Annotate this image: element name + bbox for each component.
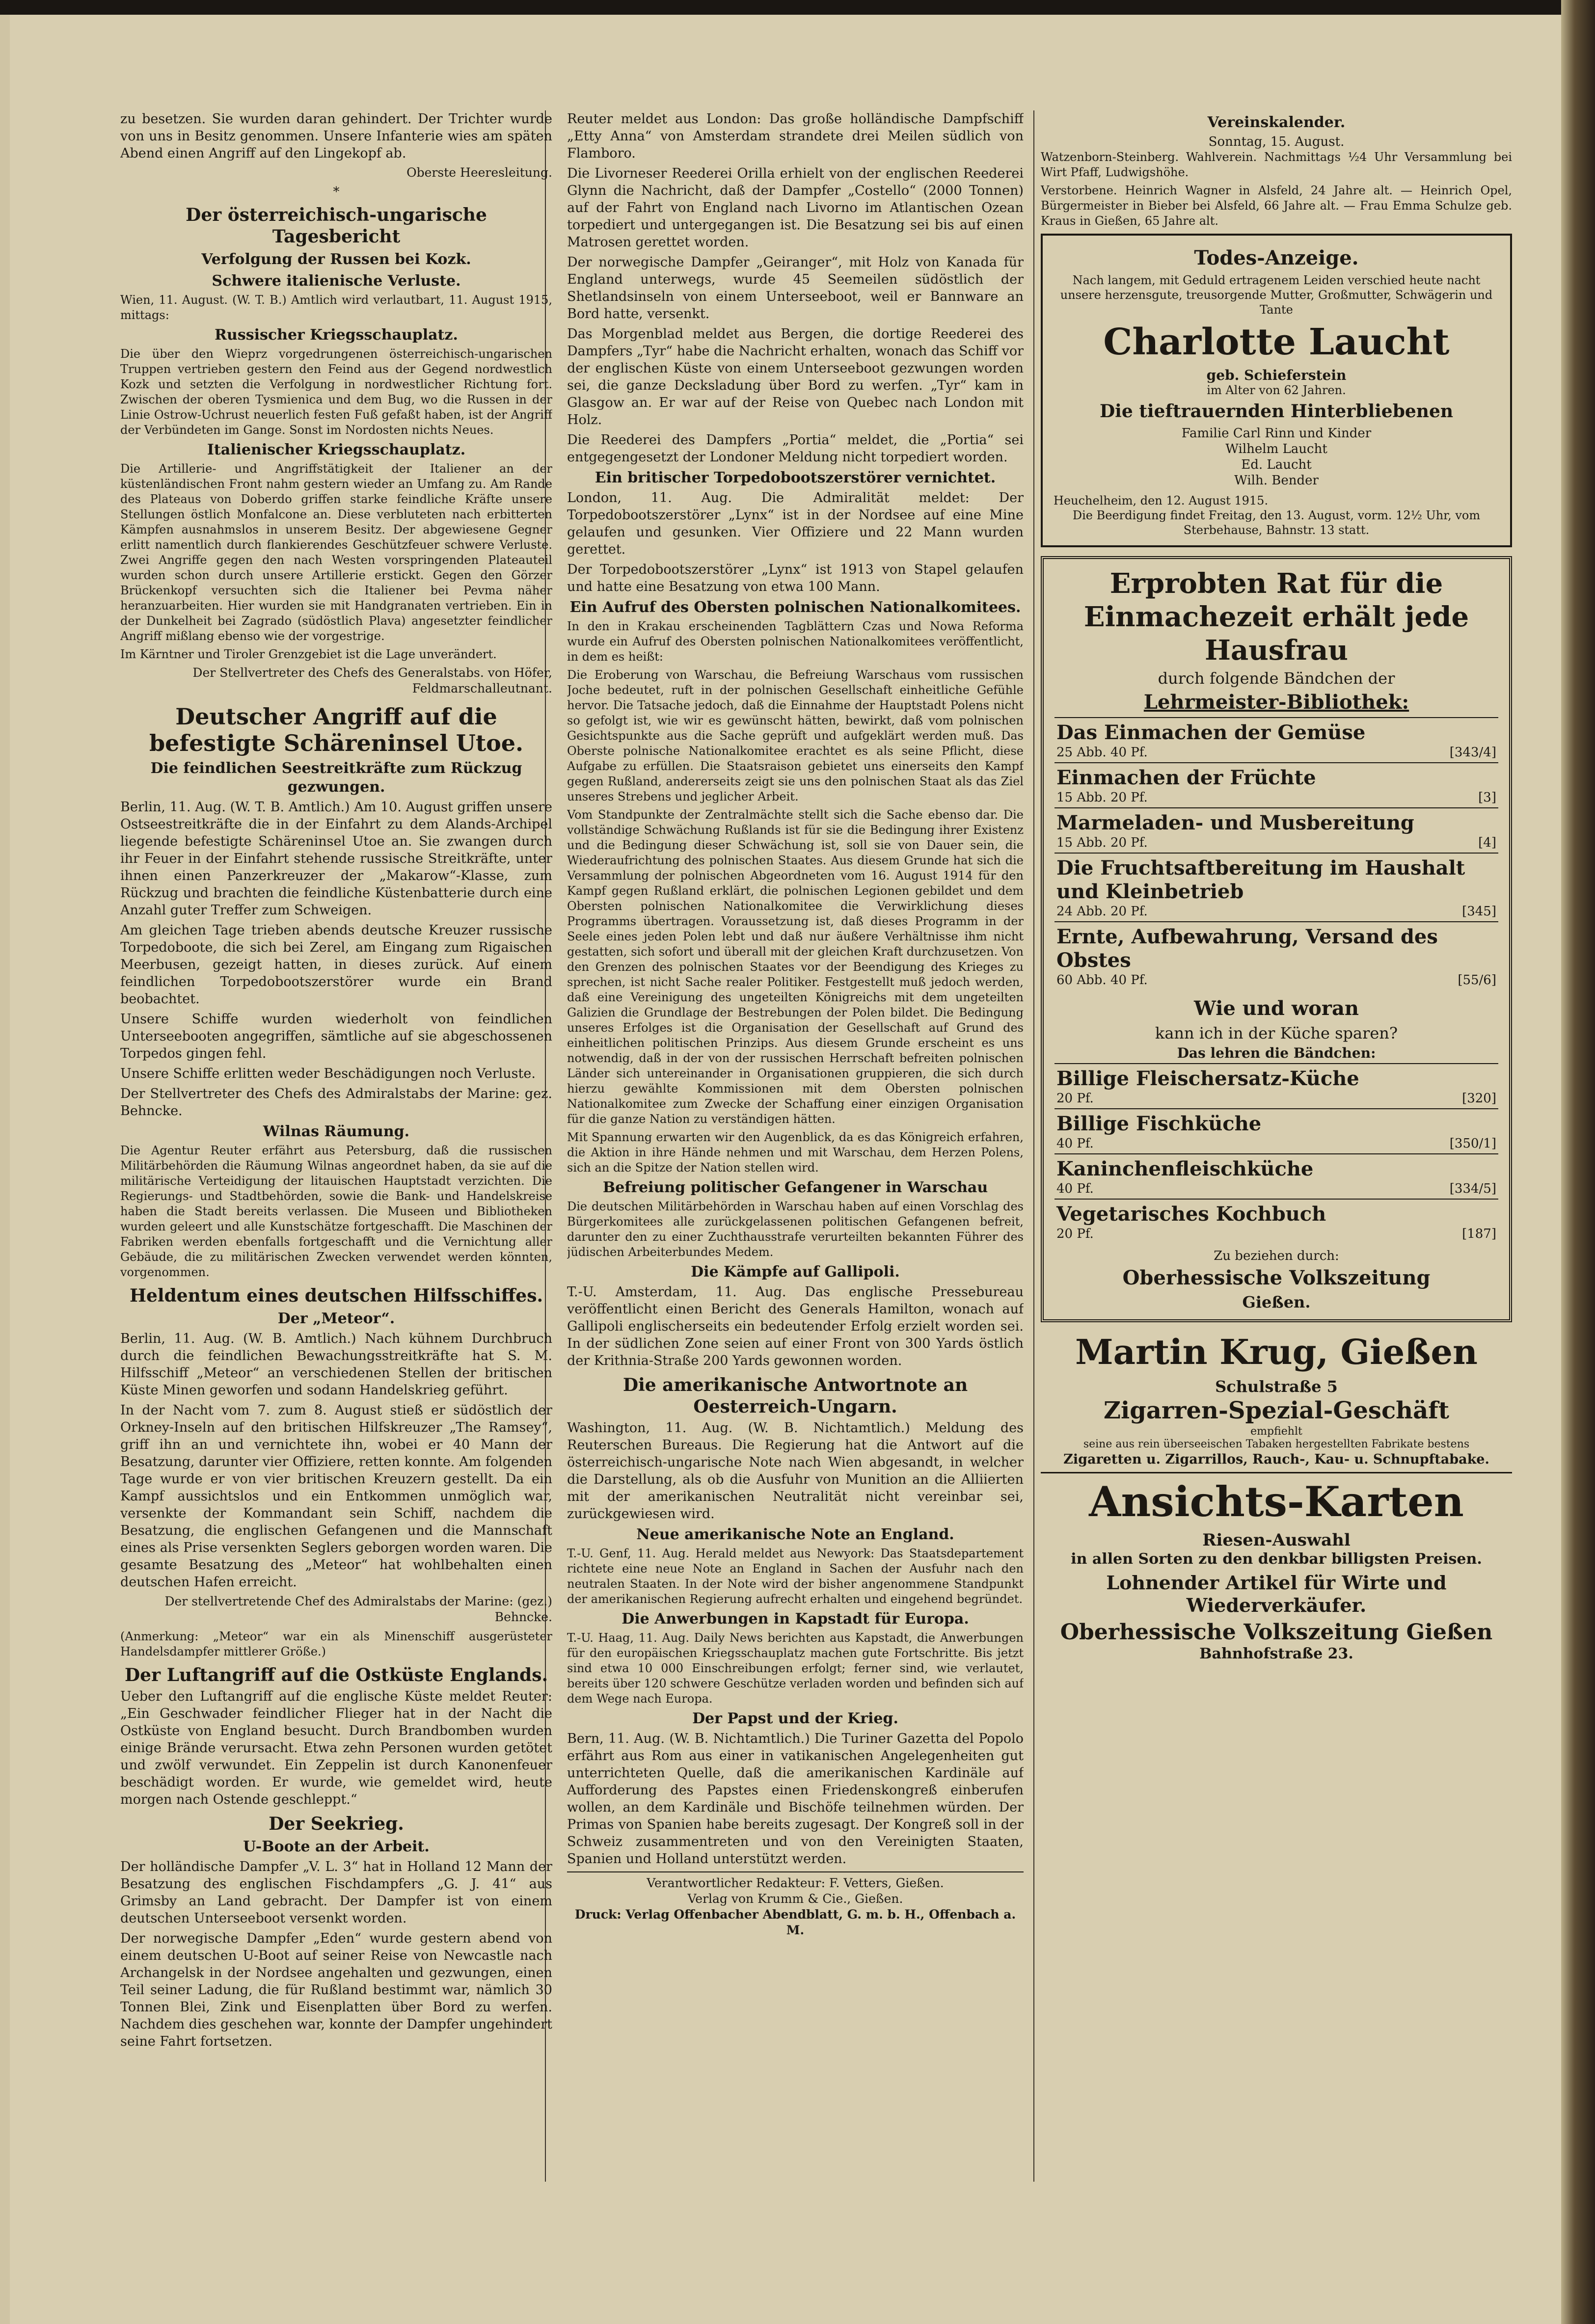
article-title: Wilnas Räumung. (263, 1123, 410, 1140)
tobacco-ad-address: Schulstraße 5 (1215, 1377, 1338, 1396)
book-entry (1054, 853, 1498, 921)
paragraph: Berlin, 11. Aug. (W. B. Amtlich.) Nach kühnem Durchbruch durch die feindlichen Bewachungsstreitkräfte hat S. M. Hilfsschiff „Meteor“ an verschiedenen Stellen der britischen Küste Minen geworfen und sodann Handelskrieg geführt. (120, 1331, 552, 1398)
book-details: 60 Abb. 40 Pf. (1056, 973, 1148, 988)
paragraph: T.-U. Amsterdam, 11. Aug. Das englische Pressebureau veröffentlicht einen Bericht des Generals Hamilton, wonach auf Gallipoli englischerseits ein bedeutender Erfolg erzielt worden sei. In der südlichen Zone seien auf einer Front von 300 Yards östlich der Krithnia-Straße 200 Yards gewonnen worden. (567, 1284, 1024, 1368)
book-details: 24 Abb. 20 Pf. (1056, 904, 1148, 919)
death-notice-ad (1041, 234, 1512, 547)
paragraph: Berlin, 11. Aug. (W. T. B. Amtlich.) Am 10. August griffen unsere Ostseestreitkräfte die in der Einfahrt zu dem Alands-Archipel liegende befestigte Schäreninsel Utoe an. Sie zwangen durch ihr Feuer in der Einfahrt stehende russische Streitkräfte, unter ihnen einen Panzerkreuzer der „Makarow“-Klasse, zum Rückzug und brachten die feindliche Küstenbatterie durch eine Anzahl guter Treffer zum Schweigen. (120, 800, 552, 918)
book-title: Die Fruchtsaftbereitung im Haushalt und Kleinbetrieb (1056, 856, 1465, 903)
mourner: Wilh. Bender (1234, 473, 1319, 488)
postcard-ad-line: in allen Sorten zu den denkbar billigsten Preisen. (1071, 1550, 1482, 1568)
death-notice-text: Nach langem, mit Geduld ertragenem Leiden verschied heute nacht unsere herzensgute, treusorgende Mutter, Großmutter, Schwägerin und Tante (1060, 273, 1493, 317)
column-3 (1041, 110, 1512, 2221)
article-title: Ein Aufruf des Obersten polnischen Nationalkomitees. (569, 599, 1021, 616)
book-ad-subtitle: durch folgende Bändchen der (1158, 669, 1395, 688)
article-subtitle: Der „Meteor“. (277, 1310, 395, 1327)
signature: Der Stellvertreter des Chefs des Generalstabs. von Höfer, Feldmarschalleutnant. (192, 666, 552, 695)
deceased-name: Charlotte Laucht (1103, 321, 1450, 363)
paragraph: Washington, 11. Aug. (W. B. Nichtamtlich.) Meldung des Reuterschen Bureaus. Die Regierung hat die Antwort auf die österreichisch-ungarische Note nach Wien abgesandt, in welcher die Darstellung, als ob die Ausfuhr von Munition an die Alliierten mit der amerikanischen Neutralität nicht vereinbar sei, zurückgewiesen wird. (567, 1420, 1024, 1522)
book-number: [350/1] (1449, 1136, 1496, 1151)
book-entry (1054, 1108, 1498, 1153)
deceased-maiden-name: geb. Schieferstein (1206, 367, 1347, 383)
paragraph: Wien, 11. August. (W. T. B.) Amtlich wird verlautbart, 11. August 1915, mittags: (120, 293, 552, 322)
tobacco-ad-products: Zigaretten u. Zigarrillos, Rauch-, Kau- u. Schnupftabake. (1063, 1452, 1489, 1467)
paragraph: Reuter meldet aus London: Das große holländische Dampfschiff „Etty Anna“ von Amsterdam strandete drei Meilen südlich von Flamboro. (567, 111, 1024, 161)
paragraph: Am gleichen Tage trieben abends deutsche Kreuzer russische Torpedoboote, die sich bei Zerel, am Eingang zum Rigaischen Meerbusen, gezeigt hatten, in dieses zurück. Auf einem feindlichen Torpedobootszerstörer wurde ein Brand beobachtet. (120, 923, 552, 1007)
column-rule (1033, 110, 1034, 2182)
tobacco-ad-name: Martin Krug, Gießen (1075, 1332, 1478, 1372)
book-entry (1054, 762, 1498, 807)
article-subtitle: Schwere italienische Verluste. (212, 272, 461, 290)
paragraph: Die über den Wieprz vorgedrungenen österreichisch-ungarischen Truppen vertrieben gestern den Feind aus der Gegend nordwestlich Kozk und setzten die Verfolgung in nordwestlicher Richtung fort. Zwischen der oberen Tysmienica und dem Bug, wo die Russen in der Linie Ostrow-Uchrust neuerlich festen Fuß gefaßt haben, ist der Angriff der Verbündeten im Gange. Sonst im Nordosten nichts Neues. (120, 347, 552, 437)
tobacco-ad-empfiehlt: empfiehlt (1250, 1425, 1302, 1438)
mourner: Familie Carl Rinn und Kinder (1181, 426, 1372, 441)
article-title: Die Anwerbungen in Kapstadt für Europa. (622, 1610, 969, 1628)
paragraph: Der norwegische Dampfer „Geiranger“, mit Holz von Kanada für England unterwegs, wurde 45 Seemeilen südöstlich der Shetlandsinseln von einem Unterseeboot, weil er Bannware an Bord hatte, versenkt. (567, 255, 1024, 321)
paragraph: Unsere Schiffe wurden wiederholt von feindlichen Unterseebooten angegriffen, sämtliche auf sie abgeschossenen Torpedos gingen fehl. (120, 1012, 552, 1061)
article-title: Der Luftangriff auf die Ostküste Englands. (124, 1665, 548, 1685)
book-details: 40 Pf. (1056, 1136, 1094, 1151)
article-title: Der Seekrieg. (269, 1814, 404, 1834)
imprint-editor: Verantwortlicher Redakteur: F. Vetters, Gießen. (647, 1876, 944, 1890)
mourner: Ed. Laucht (1241, 457, 1312, 472)
book-title: Ernte, Aufbewahrung, Versand des Obstes (1056, 925, 1438, 972)
section-heading: Italienischer Kriegsschauplatz. (207, 441, 466, 458)
scan-top-edge (0, 0, 1595, 15)
supplier-label: Zu beziehen durch: (1214, 1249, 1339, 1263)
book-title: Vegetarisches Kochbuch (1056, 1202, 1326, 1226)
book-ad (1041, 556, 1512, 1322)
intro-paragraph: zu besetzen. Sie wurden daran gehindert. Der Trichter wurde von uns in Besitz genommen. Unsere Infanterie wies am späten Abend einen Angriff auf den Lingekopf ab. (120, 111, 552, 161)
paragraph: T.-U. Haag, 11. Aug. Daily News berichten aus Kapstadt, die Anwerbungen für den europäischen Kriegsschauplatz machen gute Fortschritte. Bis jetzt sind etwa 10 000 Einschreibungen erfolgt; ferner sind, wie verlautet, bereits über 120 schwere Geschütze verladen worden und befinden sich auf dem Wege nach Europa. (567, 1631, 1024, 1706)
separator-star: * (333, 185, 340, 199)
article-title: Der Papst und der Krieg. (692, 1710, 898, 1727)
article-subtitle: U-Boote an der Arbeit. (243, 1838, 430, 1855)
paragraph: Die deutschen Militärbehörden in Warschau haben auf einen Vorschlag des Bürgerkomitees alle zurückgelassenen politischen Gefangenen befreit, darunter den zu einer Zuchthausstrafe verurteilten bekannten Führer des jüdischen Arbeiterbundes Medem. (567, 1200, 1024, 1259)
book-number: [187] (1462, 1227, 1496, 1241)
imprint (567, 1871, 1024, 1938)
paragraph: In der Nacht vom 7. zum 8. August stieß er südöstlich der Orkney-Inseln auf den britischen Hilfskreuzer „The Ramsey“, griff ihn an und vernichtete ihn, wobei er 40 Mann der Besatzung, darunter vier Offiziere, retten konnte. Am folgenden Tage wurde er von vier britischen Kreuzern gestellt. Da ein Kampf aussichtslos und ein Entkommen unmöglich war, versenkte der Kommandant sein Schiff, nachdem die Besatzung, die englischen Gefangenen und die Mannschaft eines als Prise versenkten Seglers geborgen worden waren. Die gesamte Besatzung des „Meteor“ hat wohlbehalten einen deutschen Hafen erreicht. (120, 1403, 552, 1590)
book-entry (1054, 1199, 1498, 1244)
tobacco-ad-text: seine aus rein überseeischen Tabaken hergestellten Fabrikate bestens (1083, 1438, 1470, 1450)
book-details: 15 Abb. 20 Pf. (1056, 790, 1148, 805)
woran-subtitle: kann ich in der Küche sparen? (1155, 1024, 1398, 1042)
article-title: Die Kämpfe auf Gallipoli. (691, 1263, 900, 1281)
book-entry (1054, 717, 1498, 762)
article-title: Befreiung politischer Gefangener in Warschau (602, 1179, 988, 1196)
book-title: Billige Fischküche (1056, 1112, 1262, 1135)
deaths-notice: Verstorbene. Heinrich Wagner in Alsfeld, 24 Jahre alt. — Heinrich Opel, Bürgermeister in Bieber bei Alsfeld, 66 Jahre alt. — Frau Emma Schulze geb. Kraus in Gießen, 65 Jahre alt. (1041, 184, 1512, 228)
postcard-ad-title: Ansichts-Karten (1089, 1477, 1464, 1526)
paragraph: Bern, 11. Aug. (W. B. Nichtamtlich.) Die Turiner Gazetta del Popolo erfährt aus Rom aus einer in vatikanischen Angelegenheiten gut unterrichteten Quelle, daß die amerikanischen Kardinäle auf Aufforderung des Papstes einen Friedenskongreß einberufen wollen, an dem Kardinäle und Bischöfe teilnehmen würden. Der Primas von Spanien habe bereits zugesagt. Der Kongreß soll in der Schweiz zusammentreten und von den Vereinigten Staaten, Spanien und Holland unterstützt werden. (567, 1731, 1024, 1867)
book-list (1054, 1063, 1498, 1244)
supplier-name: Oberhessische Volkszeitung (1122, 1266, 1431, 1289)
article-title: Neue amerikanische Note an England. (636, 1526, 954, 1543)
article-title: Der österreichisch-ungarische Tagesbericht (186, 205, 487, 247)
book-details: 40 Pf. (1056, 1181, 1094, 1196)
paragraph: Der Stellvertreter des Chefs des Admiralstabs der Marine: gez. Behncke. (120, 1086, 552, 1119)
death-notice-place: Heuchelheim, den 12. August 1915. (1054, 494, 1269, 508)
paragraph: Der holländische Dampfer „V. L. 3“ hat in Holland 12 Mann der Besatzung des englischen Fischdampfers „G. J. 41“ aus Grimsby an Land gebracht. Der Dampfer ist von einem deutschen Unterseeboot versenkt worden. (120, 1859, 552, 1926)
postcard-ad-line: Riesen-Auswahl (1202, 1530, 1351, 1550)
book-details: 20 Pf. (1056, 1091, 1094, 1106)
calendar-title: Vereinskalender. (1207, 114, 1346, 131)
book-spine (1561, 0, 1595, 2324)
book-number: [3] (1478, 790, 1496, 805)
signature: Der stellvertretende Chef des Admiralstabs der Marine: (gez.) Behncke. (164, 1594, 552, 1624)
paragraph: Der Torpedobootszerstörer „Lynx“ ist 1913 von Stapel gelaufen und hatte eine Besatzung von etwa 100 Mann. (567, 562, 1024, 594)
book-list (1054, 717, 1498, 990)
intro-signature: Oberste Heeresleitung. (406, 165, 552, 180)
column-1 (120, 110, 552, 2221)
paragraph: Ueber den Luftangriff auf die englische Küste meldet Reuter: „Ein Geschwader feindlicher Flieger hat in der Nacht die Ostküste von England besucht. Durch Brandbomben wurden einige Brände verursacht. Etwa zehn Personen wurden getötet und zwölf verwundet. Ein Zeppelin ist durch Kanonenfeuer beschädigt worden. Er wurde, wie gemeldet wird, heute morgen nach Ostende geschleppt.“ (120, 1689, 552, 1807)
funeral-info: Die Beerdigung findet Freitag, den 13. August, vorm. 12½ Uhr, vom Sterbehause, Bahnstr. 13 statt. (1072, 508, 1481, 537)
book-title: Billige Fleischersatz-Küche (1056, 1067, 1359, 1090)
paragraph: Die Livorneser Reederei Orilla erhielt von der englischen Reederei Glynn die Nachricht, daß der Dampfer „Costello“ (2000 Tonnen) auf der Fahrt von England nach Livorno im Atlantischen Ozean torpediert und untergegangen ist. Die Besatzung sei bis auf einen Matrosen gerettet worden. (567, 166, 1024, 250)
section-heading: Russischer Kriegsschauplatz. (215, 326, 458, 344)
paragraph: Die Eroberung von Warschau, die Befreiung Warschaus vom russischen Joche bedeutet, ruft in der polnischen Gesellschaft einheitliche Gefühle hervor. Die Tatsache jedoch, daß die Einnahme der Hauptstadt Polens nicht so gefolgt ist, wie wir es gewünscht hätten, bewirkt, daß vom polnischen Gesichtspunkte aus die Sache geprüft und aufgeklärt werden muß. Das Oberste polnische Nationalkomitee erachtet es als seine Pflicht, diese Aufgabe zu erfüllen. Die Staatsraison gebietet uns einerseits den Kampf gegen Rußland, andererseits zeigt sie uns den polnischen Staat als das Ziel unseres Strebens und jeglicher Arbeit. (567, 668, 1024, 803)
book-number: [320] (1462, 1091, 1496, 1106)
book-details: 25 Abb. 40 Pf. (1056, 745, 1148, 760)
article-title: Deutscher Angriff auf die befestigte Schäreninsel Utoe. (149, 703, 524, 756)
book-entry (1054, 807, 1498, 853)
paragraph: Der norwegische Dampfer „Eden“ wurde gestern abend von einem deutschen U-Boot auf seiner Reise von Newcastle nach Archangelsk in der Nordsee angehalten und gezwungen, einen Teil seiner Ladung, die für Rußland bestimmt war, nämlich 30 Tonnen Blei, Zink und Eisenplatten über Bord zu werfen. Nachdem dies geschehen war, konnte der Dampfer ungehindert seine Fahrt fortsetzen. (120, 1931, 552, 2049)
newspaper-page (10, 0, 1561, 2324)
book-number: [345] (1462, 904, 1496, 919)
imprint-publisher: Verlag von Krumm & Cie., Gießen. (687, 1892, 903, 1906)
imprint-printer: Druck: Verlag Offenbacher Abendblatt, G. m. b. H., Offenbach a. M. (574, 1907, 1016, 1937)
library-name: Lehrmeister-Bibliothek: (1143, 691, 1409, 714)
article-subtitle: Die feindlichen Seestreitkräfte zum Rückzug gezwungen. (150, 760, 522, 796)
book-entry (1054, 1153, 1498, 1199)
paragraph: T.-U. Genf, 11. Aug. Herald meldet aus Newyork: Das Staatsdepartement richtete eine neue Note an England in Sachen der Ausfuhr nach den neutralen Staaten. In der Note wird der bisher angenommene Standpunkt der amerikanischen Regierung aufrecht erhalten und eingehend begründet. (567, 1547, 1024, 1606)
book-entry (1054, 1063, 1498, 1108)
paragraph: Mit Spannung erwarten wir den Augenblick, da es das Königreich erfahren, die Aktion in ihre Hände nehmen und mit Warschau, dem Herzen Polens, sich an die Spitze der Nation stellen wird. (567, 1130, 1024, 1175)
article-title: Ein britischer Torpedobootszerstörer vernichtet. (595, 469, 996, 486)
paragraph: Unsere Schiffe erlitten weder Beschädigungen noch Verluste. (120, 1066, 536, 1081)
article-title: Heldentum eines deutschen Hilfsschiffes. (130, 1285, 543, 1306)
book-ad-title: Erprobten Rat für die Einmachezeit erhält jede Hausfrau (1083, 567, 1469, 667)
postcard-ad-line: Bahnhofstraße 23. (1199, 1645, 1353, 1662)
deceased-age: im Alter von 62 Jahren. (1207, 383, 1346, 397)
paragraph: London, 11. Aug. Die Admiralität meldet: Der Torpedobootszerstörer „Lynx“ ist in der Nordsee auf eine Mine gelaufen und gesunken. Vier Offiziere und 22 Mann wurden gerettet. (567, 490, 1024, 557)
note: (Anmerkung: „Meteor“ war ein als Minenschiff ausgerüsteter Handelsdampfer mittlerer Größe.) (120, 1629, 552, 1658)
mourner: Wilhelm Laucht (1225, 442, 1327, 456)
column-2 (567, 110, 1024, 2221)
paragraph: In den in Krakau erscheinenden Tagblättern Czas und Nowa Reforma wurde ein Aufruf des Obersten polnischen Nationalkomitees veröffentlicht, in dem es heißt: (567, 619, 1024, 664)
paragraph: Im Kärntner und Tiroler Grenzgebiet ist die Lage unverändert. (120, 647, 497, 661)
postcard-ad (1041, 1472, 1512, 1662)
paragraph: Die Artillerie- und Angriffstätigkeit der Italiener an der küstenländischen Front nahm gestern wieder an Umfang zu. Am Rande des Plateaus von Doberdo griffen starke feindliche Kräfte unsere Stellungen östlich Monfalcone an. Diese verbluteten nach erbitterten Kämpfen ausnahmslos in unserem Besitz. Der abgewiesene Gegner erlitt namentlich durch flankierendes Geschützfeuer schwere Verluste. Zwei Angriffe gegen den nach Westen vorspringenden Plateauteil wurden schon durch unsere Artillerie erstickt. Gegen den Görzer Brückenkopf versuchten sich die Italiener bei Pevma näher heranzuarbeiten. Hier wurden sie mit Handgranaten vertrieben. Ein in der Dunkelheit bei Zagrado (südöstlich Plava) angesetzter feindlicher Angriff mißlang ebenso wie der vorgestrige. (120, 462, 552, 643)
book-number: [334/5] (1449, 1181, 1496, 1196)
calendar-entry: Watzenborn-Steinberg. Wahlverein. Nachmittags ½4 Uhr Versammlung bei Wirt Pfaff, Ludwigshöhe. (1041, 150, 1512, 179)
book-details: 20 Pf. (1056, 1227, 1094, 1241)
book-entry (1054, 921, 1498, 990)
book-number: [4] (1478, 835, 1496, 850)
postcard-ad-line: Oberhessische Volkszeitung Gießen (1060, 1620, 1493, 1645)
supplier-city: Gießen. (1242, 1293, 1311, 1311)
article-title: Die amerikanische Antwortnote an Oesterreich-Ungarn. (622, 1375, 968, 1417)
paragraph: Vom Standpunkte der Zentralmächte stellt sich die Sache ebenso dar. Die vollständige Schwächung Rußlands ist für sie die Bedingung ihrer Existenz und die Bedingung dieser Schwächung ist, soll sie von Dauer sein, die Wiederaufrichtung des polnischen Staates. Aus diesem Grunde hat sich die Versammlung der polnischen Abgeordneten vom 16. August 1914 für den Kampf gegen Rußland erklärt, die polnischen Legionen gebildet und dem Obersten polnischen Nationalkomitee die Verwirklichung dieses Programms übertragen. Voraussetzung ist, daß dieses Programm in der Seele eines jeden Polen lebt und daß nur äußere Verhältnisse ihm nicht gestatten, sich sofort und überall mit der gleichen Kraft durchzusetzen. Von den Grenzen des polnischen Staates vor der Beendigung des Krieges zu sprechen, ist nicht Sache realer Politiker. Festgestellt muß jedoch werden, daß eine Vereinigung des ungeteilten Königreichs mit dem ungeteilten Galizien die Grundlage der Bestrebungen der Polen bildet. Die Bedingung unseres Erfolges ist die Organisation der Gesellschaft auf Grund des einheitlichen politischen Prinzips. Aus diesem Grunde erscheint es uns notwendig, daß in der von der russischen Herrschaft befreiten polnischen Länder sich untereinander in Organisationen gruppieren, die sich durch hierzu gewählte Kommissionen mit dem Obersten polnischen Nationalkomitee zum Zwecke der Schaffung einer einzigen Organisation für die ganze Nation zu verständigen hätten. (567, 808, 1024, 1126)
postcard-ad-line: Lohnender Artikel für Wirte und Wiederverkäufer. (1106, 1572, 1447, 1616)
book-title: Marmeladen- und Musbereitung (1056, 811, 1414, 834)
paragraph: Die Reederei des Dampfers „Portia“ meldet, die „Portia“ sei entgegengesetzt der Londoner Meldung nicht torpediert worden. (567, 432, 1024, 465)
paragraph: Die Agentur Reuter erfährt aus Petersburg, daß die russischen Militärbehörden die Räumung Wilnas angeordnet haben, da sie auf die militärische Verteidigung der litauischen Hauptstadt verzichten. Die Regierungs- und Stadtbehörden, sowie die Bank- und Handelskreise haben die Stadt bereits verlassen. Die Museen und Bibliotheken wurden geleert und alle Kunstschätze fortgeschafft. Die Maschinen der Fabriken werden ebenfalls fortgeschafft und die Vernichtung aller Gebäude, die zu militärischen Zwecken verwendet werden könnten, vorgenommen. (120, 1144, 552, 1279)
calendar-date: Sonntag, 15. August. (1208, 134, 1345, 149)
article-subtitle: Verfolgung der Russen bei Kozk. (201, 251, 471, 268)
tobacco-ad (1041, 1331, 1512, 1468)
book-title: Kaninchenfleischküche (1056, 1157, 1314, 1180)
book-title: Das Einmachen der Gemüse (1056, 721, 1366, 744)
book-details: 15 Abb. 20 Pf. (1056, 835, 1148, 850)
tobacco-ad-heading: Zigarren-Spezial-Geschäft (1104, 1397, 1449, 1424)
woran-lehr: Das lehren die Bändchen: (1177, 1045, 1376, 1061)
book-number: [55/6] (1458, 973, 1496, 988)
mourners-heading: Die tieftrauernden Hinterbliebenen (1099, 401, 1454, 422)
book-title: Einmachen der Früchte (1056, 766, 1316, 789)
paragraph: Das Morgenblad meldet aus Bergen, die dortige Reederei des Dampfers „Tyr“ habe die Nachricht erhalten, wonach das Schiff vor der englischen Küste von einem Unterseeboot gezwungen worden sei, die ganze Decksladung über Bord zu werfen. „Tyr“ kam in Glasgow an. Er war auf der Reise von Quebec nach London mit Holz. (567, 326, 1024, 427)
death-notice-title: Todes-Anzeige. (1194, 246, 1359, 269)
book-number: [343/4] (1449, 745, 1496, 760)
woran-title: Wie und woran (1193, 997, 1359, 1020)
